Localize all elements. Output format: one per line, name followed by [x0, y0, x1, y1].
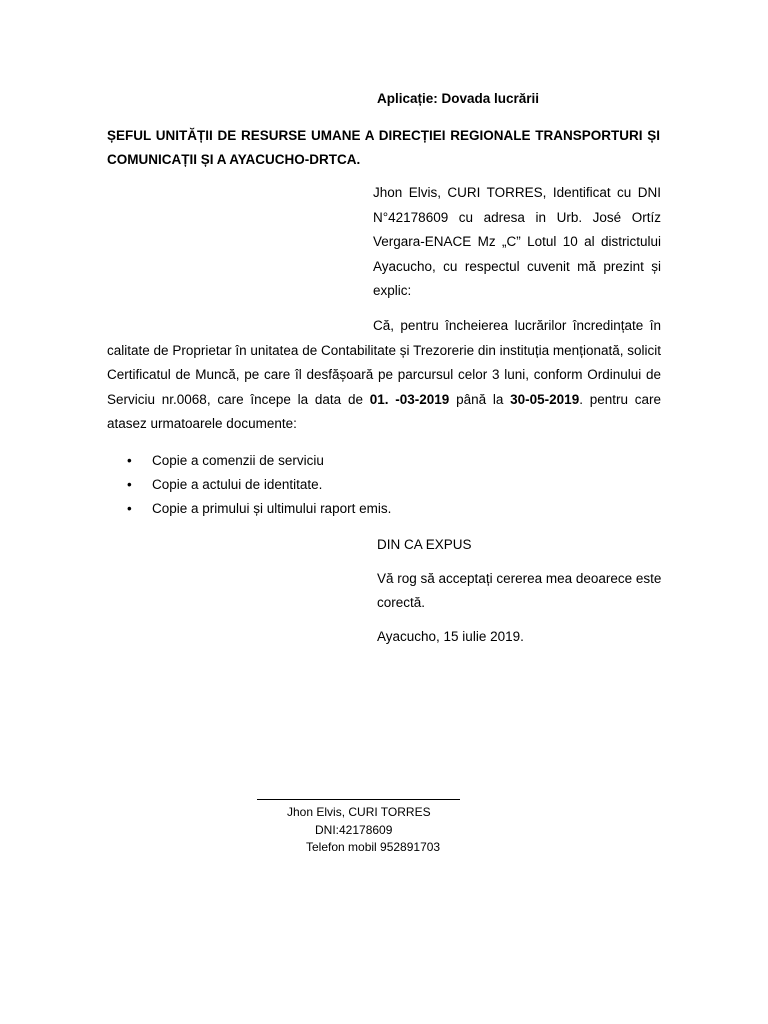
list-item	[107, 473, 391, 497]
attached-documents-list	[107, 449, 391, 521]
bullet-icon: •	[127, 477, 132, 492]
request-body	[107, 314, 661, 437]
signature-line	[257, 799, 460, 800]
list-item	[107, 497, 391, 521]
place-and-date: Ayacucho, 15 iulie 2019.	[377, 629, 524, 644]
bullet-icon: •	[127, 501, 132, 516]
document-title: Aplicație: Dovada lucrării	[377, 91, 540, 106]
list-item-text: Copie a primului și ultimului raport emis.	[152, 501, 392, 516]
closing-statement: DIN CA EXPUS	[377, 537, 472, 552]
applicant-intro: Jhon Elvis, CURI TORRES, Identificat cu DNI N°42178609 cu adresa in Urb. José Ortíz Vergara-ENACE Mz „C” Lotul 10 al districtului Ayacucho, cu respectul cuvenit mă prezint și explic:	[373, 185, 661, 298]
body-text-part1: Că, pentru încheierea lucrărilor încredințate în calitate de Proprietar în unitatea de Contabilitate și Trezorerie din instituția menționată, solicit Certificatul de Muncă, pe care îl desfășoară pe parcursul celor 3 luni, conform Ordinului de Serviciu nr.0068, care începe la data de	[107, 318, 661, 407]
signature-dni: DNI:42178609	[315, 823, 393, 837]
body-text-part3: . pentru care atasez urmatoarele documente:	[107, 391, 662, 431]
bullet-icon: •	[127, 453, 132, 468]
end-date: 30-05-2019	[510, 391, 580, 407]
list-item	[107, 449, 391, 473]
addressee: ȘEFUL UNITĂȚII DE RESURSE UMANE A DIRECȚIEI REGIONALE TRANSPORTURI ȘI COMUNICAȚII ȘI A AYACUCHO-DRTCA.	[107, 128, 660, 167]
list-item-text: Copie a comenzii de serviciu	[152, 453, 324, 468]
start-date: 01. -03-2019	[369, 391, 450, 407]
list-item-text: Copie a actului de identitate.	[152, 477, 323, 492]
signature-phone: Telefon mobil 952891703	[306, 840, 441, 854]
signature-name: Jhon Elvis, CURI TORRES	[287, 805, 431, 819]
body-text-part2: până la	[449, 391, 511, 407]
request-statement: Vă rog să acceptați cererea mea deoarece este corectă.	[377, 571, 662, 610]
